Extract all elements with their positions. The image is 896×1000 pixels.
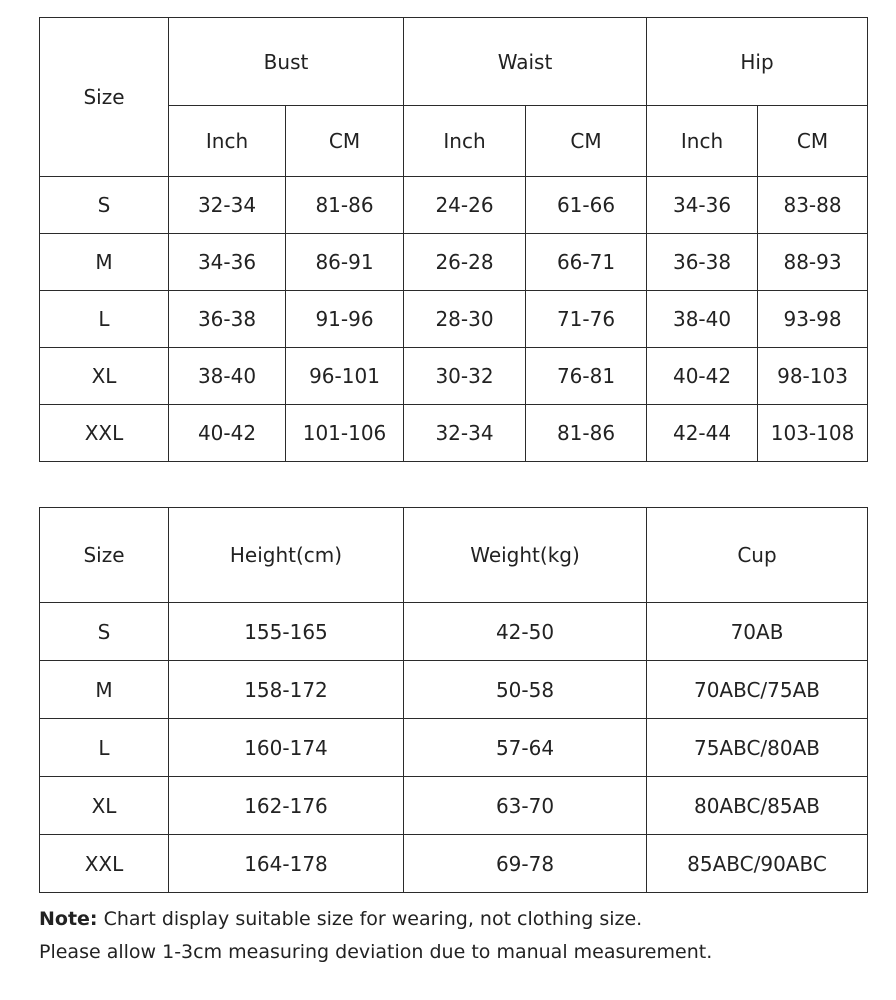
table-cell: 36-38 (169, 291, 286, 348)
table-cell: 40-42 (169, 405, 286, 462)
table-cell: 34-36 (647, 177, 758, 234)
table-cell: 26-28 (404, 234, 526, 291)
table-row (40, 719, 868, 777)
table-cell: 164-178 (169, 835, 404, 893)
table-cell: 40-42 (647, 348, 758, 405)
table-cell: 162-176 (169, 777, 404, 835)
unit-header: CM (758, 106, 868, 177)
table-row (40, 291, 868, 348)
table-row (40, 405, 868, 462)
table-cell: 66-71 (526, 234, 647, 291)
table-cell: 28-30 (404, 291, 526, 348)
table-cell: 98-103 (758, 348, 868, 405)
height-weight-cup-table (39, 507, 868, 893)
note-line-1 (39, 908, 642, 930)
size-cell: XXL (40, 835, 169, 893)
note-label: Note: (39, 908, 98, 930)
table-cell: 30-32 (404, 348, 526, 405)
table-cell: 80ABC/85AB (647, 777, 868, 835)
unit-header: Inch (647, 106, 758, 177)
table-cell: 103-108 (758, 405, 868, 462)
table-cell: 36-38 (647, 234, 758, 291)
table-row (40, 777, 868, 835)
table-row (40, 348, 868, 405)
table-cell: 42-50 (404, 603, 647, 661)
table-cell: 155-165 (169, 603, 404, 661)
table-cell: 38-40 (169, 348, 286, 405)
note-text: Chart display suitable size for wearing, not clothing size. (97, 908, 643, 930)
size-cell: M (40, 234, 169, 291)
header-row (40, 508, 868, 603)
table-cell: 160-174 (169, 719, 404, 777)
height-header: Height(cm) (169, 508, 404, 603)
size-cell: XXL (40, 405, 169, 462)
table-cell: 86-91 (286, 234, 404, 291)
size-cell: M (40, 661, 169, 719)
cup-header: Cup (647, 508, 868, 603)
table-cell: 76-81 (526, 348, 647, 405)
size-header: Size (40, 18, 169, 177)
weight-header: Weight(kg) (404, 508, 647, 603)
table-cell: 32-34 (169, 177, 286, 234)
table-cell: 38-40 (647, 291, 758, 348)
unit-header: Inch (404, 106, 526, 177)
size-cell: XL (40, 777, 169, 835)
table-cell: 57-64 (404, 719, 647, 777)
table-cell: 69-78 (404, 835, 647, 893)
header-row-groups (40, 18, 868, 106)
size-cell: S (40, 603, 169, 661)
table-cell: 42-44 (647, 405, 758, 462)
table-cell: 70ABC/75AB (647, 661, 868, 719)
table-row (40, 835, 868, 893)
size-cell: L (40, 719, 169, 777)
table-cell: 83-88 (758, 177, 868, 234)
table-cell: 101-106 (286, 405, 404, 462)
body-measurement-table (39, 17, 868, 462)
note-line-2: Please allow 1-3cm measuring deviation due to manual measurement. (39, 941, 713, 963)
table-row (40, 603, 868, 661)
table-cell: 70AB (647, 603, 868, 661)
table-cell: 91-96 (286, 291, 404, 348)
table-cell: 93-98 (758, 291, 868, 348)
table-cell: 81-86 (286, 177, 404, 234)
table-cell: 96-101 (286, 348, 404, 405)
table-cell: 32-34 (404, 405, 526, 462)
table-row (40, 234, 868, 291)
size-cell: S (40, 177, 169, 234)
table-cell: 81-86 (526, 405, 647, 462)
bust-header: Bust (169, 18, 404, 106)
size-cell: L (40, 291, 169, 348)
table-cell: 63-70 (404, 777, 647, 835)
unit-header: CM (526, 106, 647, 177)
table-cell: 71-76 (526, 291, 647, 348)
table-cell: 24-26 (404, 177, 526, 234)
size-cell: XL (40, 348, 169, 405)
hip-header: Hip (647, 18, 868, 106)
table-cell: 75ABC/80AB (647, 719, 868, 777)
size-header: Size (40, 508, 169, 603)
unit-header: Inch (169, 106, 286, 177)
table-cell: 158-172 (169, 661, 404, 719)
table-row (40, 177, 868, 234)
waist-header: Waist (404, 18, 647, 106)
table-cell: 34-36 (169, 234, 286, 291)
table-cell: 85ABC/90ABC (647, 835, 868, 893)
table-cell: 88-93 (758, 234, 868, 291)
unit-header: CM (286, 106, 404, 177)
table-cell: 61-66 (526, 177, 647, 234)
table-cell: 50-58 (404, 661, 647, 719)
table-row (40, 661, 868, 719)
